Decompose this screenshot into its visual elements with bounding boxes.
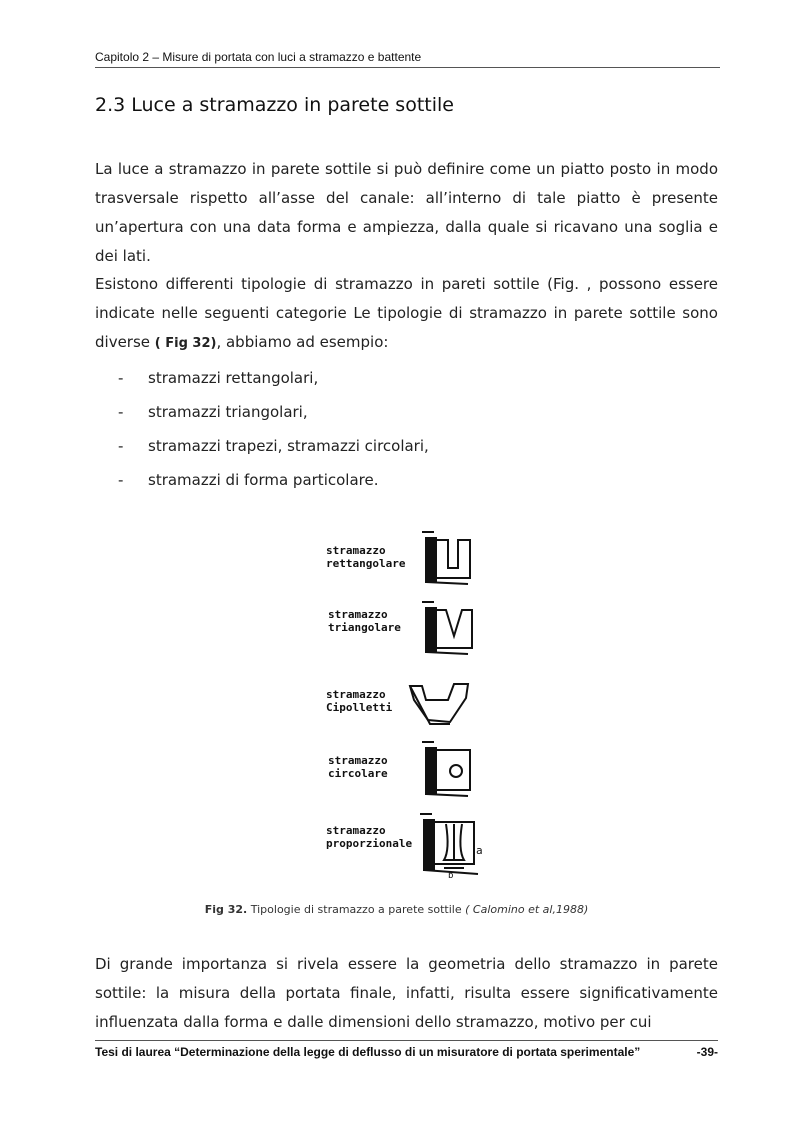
- label-cipolletti: [326, 688, 392, 714]
- list-dash: -: [118, 437, 124, 455]
- list-dash: -: [118, 403, 124, 421]
- label-text: stramazzo: [328, 608, 388, 621]
- paragraph-types-tail: , abbiamo ad esempio:: [216, 333, 389, 351]
- label-text: proporzionale: [326, 837, 413, 850]
- caption-citation: ( Calomino et al,1988): [465, 903, 589, 916]
- label-text: stramazzo: [326, 544, 386, 557]
- page-header: [95, 50, 720, 68]
- label-dimension-a: a: [476, 844, 483, 857]
- label-triangular: [328, 608, 401, 634]
- figure-weir-types: [318, 524, 518, 884]
- label-text: rettangolare: [326, 557, 406, 570]
- caption-text: Tipologie di stramazzo a parete sottile: [247, 903, 466, 916]
- label-text: stramazzo: [326, 688, 386, 701]
- cipolletti-weir-drawing: [410, 684, 468, 724]
- proportional-weir-drawing: [420, 814, 478, 874]
- label-text: Cipolletti: [326, 701, 393, 714]
- paragraph-geometry: Di grande importanza si rivela essere la geometria dello stramazzo in parete sottile: la misura della portata finale, infatti, risulta essere significativamente influenzata dalla forma e dalle dimensioni dello stramazzo, motivo per cui: [95, 955, 718, 1031]
- list-item-text: stramazzi rettangolari,: [148, 369, 319, 387]
- section-title: 2.3 Luce a stramazzo in parete sottile: [95, 94, 454, 116]
- thesis-title: Tesi di laurea “Determinazione della legge di deflusso di un misuratore di portata sperimentale”: [95, 1045, 641, 1059]
- list-item: [118, 432, 429, 466]
- label-rectangular: [326, 544, 405, 570]
- figure-reference: ( Fig 32): [154, 336, 217, 351]
- list-item-text: stramazzi trapezi, stramazzi circolari,: [148, 437, 429, 455]
- list-item: [118, 466, 429, 500]
- label-text: triangolare: [328, 621, 401, 634]
- rectangular-weir-drawing: [422, 532, 470, 584]
- label-proportional: [326, 824, 412, 850]
- paragraph-types: [95, 270, 718, 358]
- label-text: stramazzo: [328, 754, 388, 767]
- label-text: stramazzo: [326, 824, 386, 837]
- page-footer: [95, 1040, 718, 1059]
- list-item: [118, 398, 429, 432]
- label-dimension-b: b: [448, 871, 454, 881]
- list-dash: -: [118, 369, 124, 387]
- caption-label: Fig 32.: [204, 903, 248, 916]
- circular-weir-drawing: [422, 742, 470, 796]
- chapter-title: Capitolo 2 – Misure di portata con luci a stramazzo e battente: [95, 50, 422, 64]
- paragraph-intro: La luce a stramazzo in parete sottile si può definire come un piatto posto in modo trasversale rispetto all’asse del canale: all’interno di tale piatto è presente un’apertura con una data forma e ampiezza, dalla quale si ricavano una soglia e dei lati.: [95, 160, 718, 265]
- triangular-weir-drawing: [422, 602, 472, 654]
- figure-caption: [0, 903, 793, 916]
- list-item-text: stramazzi triangolari,: [148, 403, 308, 421]
- label-text: circolare: [328, 767, 388, 780]
- paragraph-types-text: Esistono differenti tipologie di stramazzo in pareti sottile (Fig. , possono essere indicate nelle seguenti categorie Le tipologie di stramazzo in parete sottile sono diverse: [95, 275, 718, 351]
- list-dash: -: [118, 471, 124, 489]
- list-item: [118, 364, 429, 398]
- label-circular: [328, 754, 388, 780]
- page-number: -39-: [696, 1045, 718, 1059]
- list-item-text: stramazzi di forma particolare.: [148, 471, 379, 489]
- weir-type-list: [118, 364, 429, 500]
